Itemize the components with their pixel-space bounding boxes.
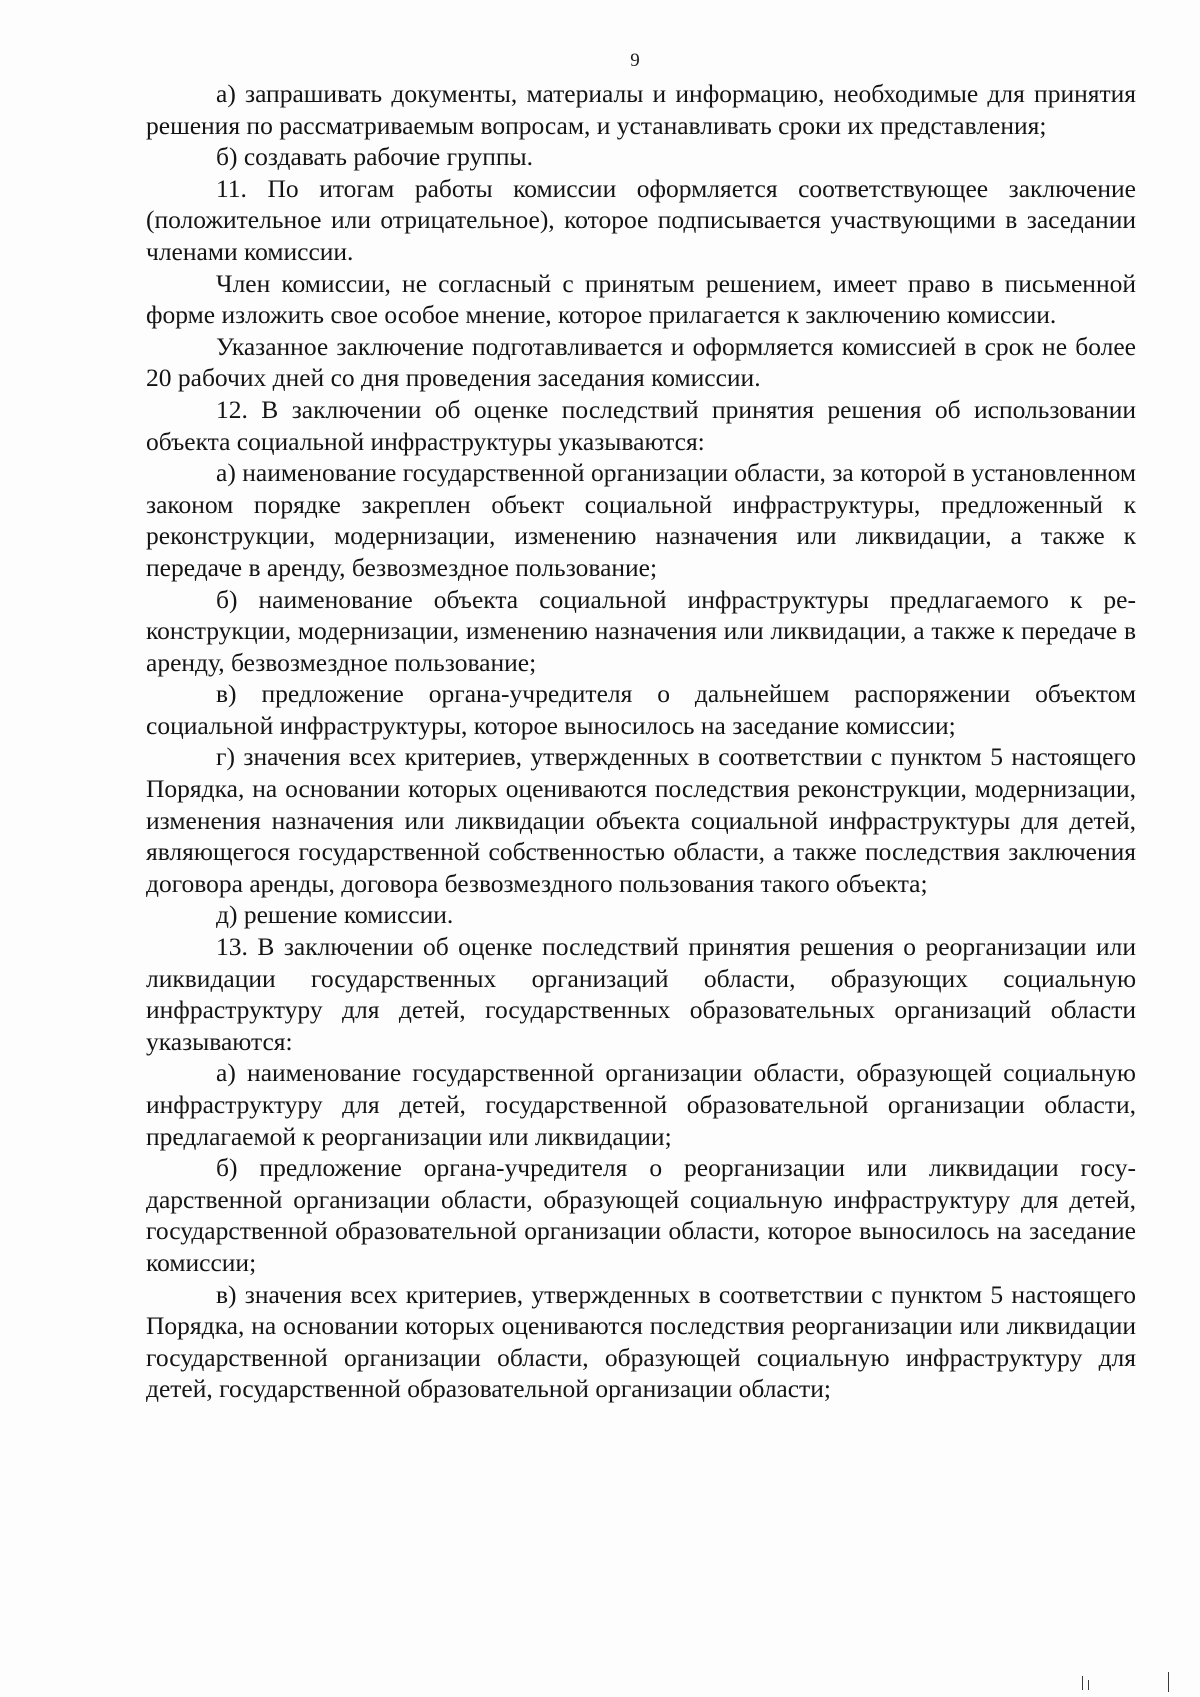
- paragraph-13v: в) значения всех критериев, утвержденных в соответствии с пунктом 5 настоящего Порядка, на основании которых оцениваются последствия реорганизации или ликвидации государственной организации области, образующей социальную инфраструктуру для детей, государственной образовательной организации области;: [146, 1279, 1136, 1404]
- paragraph-12g: г) значения всех критериев, утвержденных в соответствии с пунктом 5 настоящего Порядка, на основании которых оцениваются последствия реконструкции, модернизации, изменения назначения или ликвидации объекта социальной инфраструктуры для детей, являющегося государственной собственностью области, а также последствия заключения договора аренды, договора безвозмездного пользования такого объекта;: [146, 742, 1136, 898]
- page-number: 9: [630, 50, 640, 71]
- paragraph-12a: а) наименование государственной организации области, за которой в установленном законом порядке закреплен объект социальной инфраструктуры, предложенный к реконструкции, модернизации, изменению назначения или ликвидации, а также к передаче в аренду, безвозмездное пользование;: [146, 458, 1136, 582]
- paragraph-10a: а) запрашивать документы, материалы и информацию, необходимые для принятия решения по рассматриваемым вопросам, и устанавливать сроки их представления;: [146, 79, 1136, 140]
- scan-artifact-mark: [1082, 1676, 1083, 1690]
- paragraph-11-dissent: Член комиссии, не согласный с принятым решением, имеет право в письменной форме изложить свое особое мнение, которое прилагается к заключению комиссии.: [146, 268, 1136, 330]
- paragraph-12b: б) наименование объекта социальной инфраструктуры предлагаемого к реконструкции, модернизации, изменению назначения или ликвидации, а также к передаче в аренду, безвозмездное пользование;: [146, 584, 1136, 677]
- paragraph-10b: б) создавать рабочие группы.: [216, 142, 534, 172]
- paragraph-12d: д) решение комиссии.: [216, 900, 454, 930]
- document-body: [146, 78, 1136, 1405]
- scan-artifact-mark: [1088, 1680, 1089, 1690]
- paragraph-13: 13. В заключении об оценке последствий принятия решения о реорганизации или ликвидации государственных организаций области, образующих социальную инфраструктуру для детей, государственных образовательных организаций области указываются:: [146, 932, 1136, 1056]
- paragraph-13b: б) предложение органа-учредителя о реорганизации или ликвидации государственной организации области, образующей социальную инфраструктуру для детей, государственной образовательной организации области, которое выносилось на заседание комиссии;: [146, 1153, 1136, 1277]
- paragraph-12v: в) предложение органа-учредителя о дальнейшем распоряжении объектом социальной инфраструктуры, которое выносилось на заседание комиссии;: [146, 679, 1136, 740]
- paragraph-12: 12. В заключении об оценке последствий принятия решения об использовании объекта социальной инфраструктуры указываются:: [146, 394, 1136, 456]
- paragraph-11-deadline: Указанное заключение подготавливается и оформляется комиссией в срок не более 20 рабочих дней со дня проведения заседания комиссии.: [146, 331, 1136, 393]
- paragraph-13a: а) наименование государственной организации области, образующей социальную инфраструктуру для детей, государственной образовательной организации области, предлагаемой к реорганизации или ликвидации;: [146, 1058, 1136, 1151]
- paragraph-11: 11. По итогам работы комиссии оформляется соответствующее заключение (положительное или отрицательное), которое подписывается участвующими в заседании членами комиссии.: [146, 173, 1136, 266]
- scan-artifact-mark: [1168, 1672, 1169, 1692]
